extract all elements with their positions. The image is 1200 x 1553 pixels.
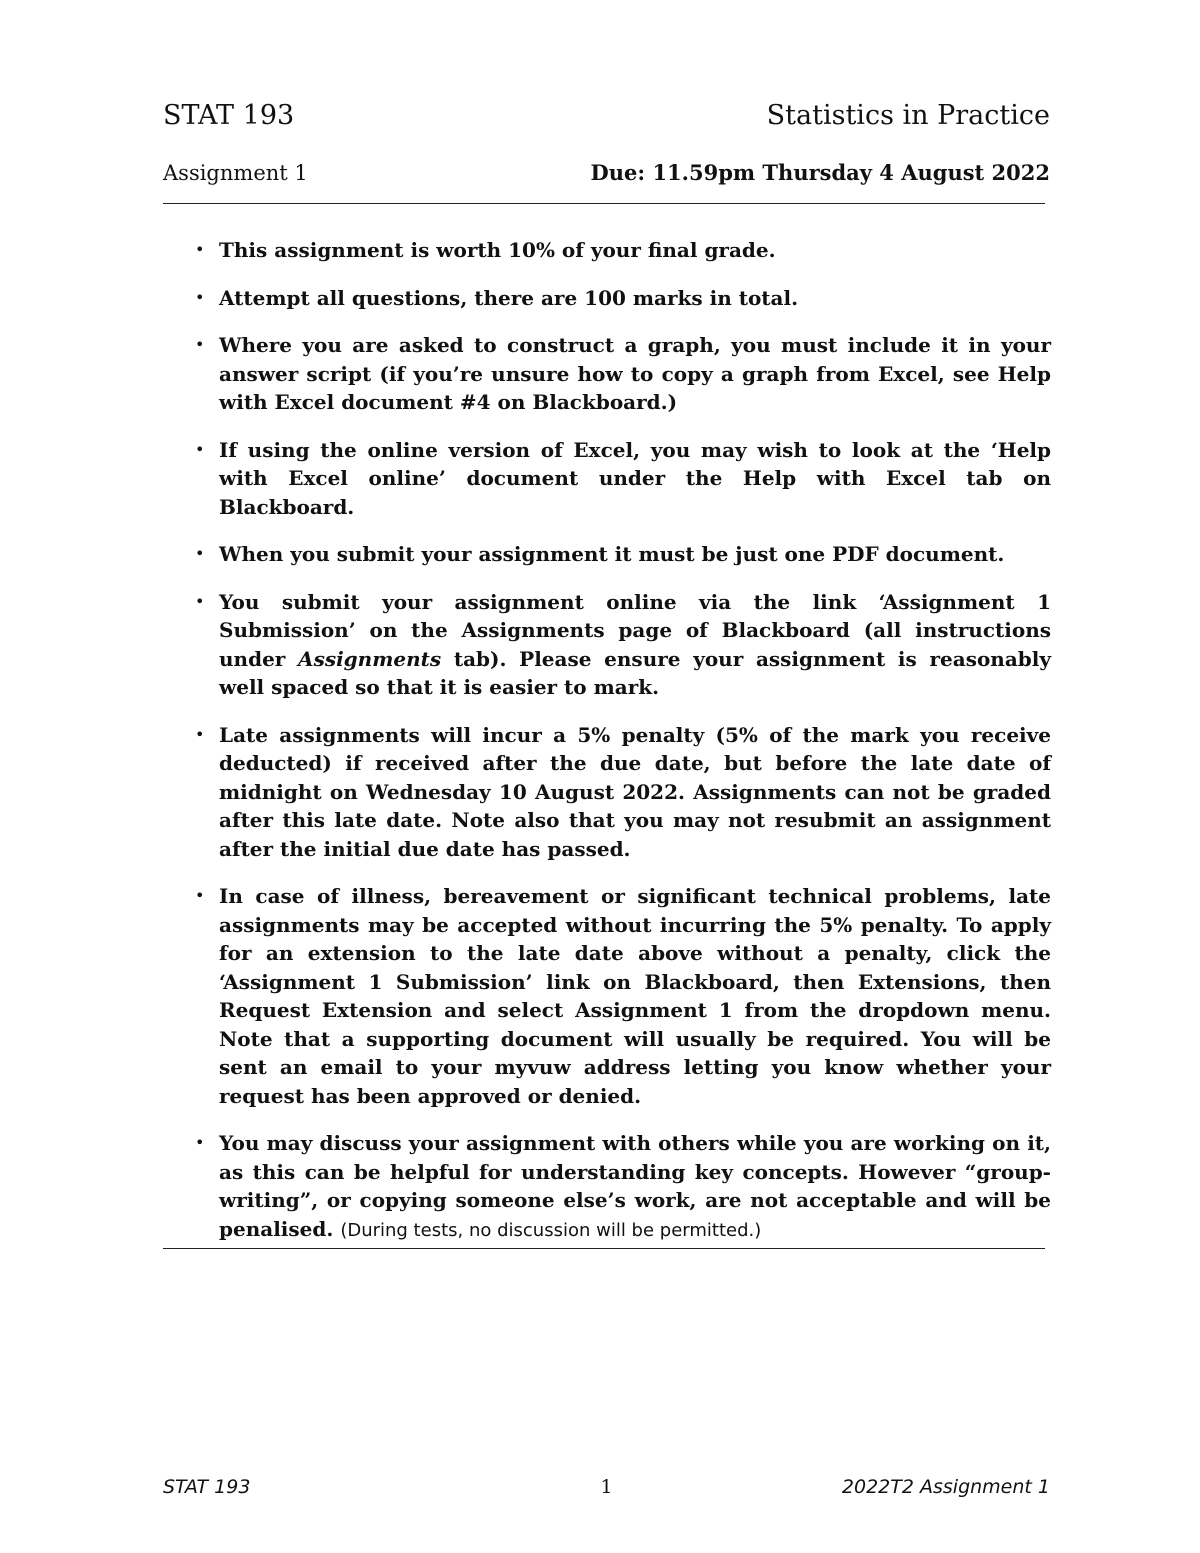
list-item [195, 284, 1051, 313]
title-row [163, 100, 1050, 131]
top-divider [163, 203, 1045, 204]
list-item [195, 1129, 1051, 1245]
page-number: 1 [600, 1476, 613, 1498]
list-item-text: Attempt all questions, there are 100 marks in total. [219, 285, 799, 310]
list-item-text: Where you are asked to construct a graph, you must include it in your answer script (if you’re unsure how to copy a graph from Excel, see Help with Excel document #4 on Blackboard.) [219, 333, 1051, 414]
bullet-icon: • [195, 886, 205, 905]
test-note: (During tests, no discussion will be permitted.) [340, 1219, 762, 1241]
assignment-row [163, 160, 1050, 185]
list-item [195, 588, 1051, 702]
list-item-text: You may discuss your assignment with others while you are working on it, as this can be helpful for understanding key concepts. However “group-writing”, or copying someone else’s work, are not acceptable and will be penalised. [219, 1131, 1051, 1241]
instructions-list [195, 236, 1051, 1264]
bullet-icon: • [195, 287, 205, 307]
course-title: Statistics in Practice [766, 100, 1050, 131]
footer-course-code: STAT 193 [163, 1476, 251, 1498]
page-footer [163, 1476, 1050, 1498]
bullet-icon: • [195, 439, 205, 459]
assignments-emphasis: Assignments [298, 646, 442, 671]
list-item-text: You submit your assignment online via the link ‘Assignment 1 Submission’ on the Assignments page of Blackboard (all instructions under [219, 589, 1051, 671]
bullet-icon: • [195, 1133, 205, 1152]
list-item-text: In case of illness, bereavement or significant technical problems, late assignments may be accepted without incurring the 5% penalty. To apply for an extension to the late date above without a penalty, click the ‘Assignment 1 Submission’ link on Blackboard, then Extensions, then Request Extension and select Assignment 1 from the dropdown menu. Note that a supporting document will usually be required. You will be sent an email to your myvuw address letting you know whether your request has been approved or denied. [219, 884, 1051, 1108]
list-item-text: This assignment is worth 10% of your final grade. [219, 238, 776, 262]
footer-assignment-label: 2022T2 Assignment 1 [841, 1476, 1050, 1498]
list-item [195, 236, 1051, 265]
list-item [195, 331, 1051, 417]
list-item [195, 436, 1051, 522]
bullet-icon: • [195, 724, 205, 744]
list-item-text-continued: tab). Please ensure your assignment is reasonably well spaced so that it is easier to mark. [219, 646, 1052, 699]
list-item [195, 721, 1051, 864]
bottom-divider [163, 1248, 1045, 1249]
bullet-icon: • [195, 544, 205, 563]
course-code: STAT 193 [163, 100, 295, 131]
list-item-text: Late assignments will incur a 5% penalty (5% of the mark you receive deducted) if received after the due date, but before the late date of midnight on Wednesday 10 August 2022. Assignments can not be graded after this late date. Note also that you may not resubmit an assignment after the initial due date has passed. [219, 722, 1051, 861]
bullet-icon: • [195, 335, 205, 354]
list-item [195, 882, 1051, 1110]
assignment-label: Assignment 1 [163, 161, 308, 185]
bullet-icon: • [195, 240, 205, 259]
list-item [195, 540, 1051, 569]
list-item-text: If using the online version of Excel, you may wish to look at the ‘Help with Excel online’ document under the Help with Excel tab on Blackboard. [219, 437, 1051, 519]
bullet-icon: • [195, 591, 205, 611]
due-date: Due: 11.59pm Thursday 4 August 2022 [590, 160, 1050, 185]
list-item-text: When you submit your assignment it must be just one PDF document. [219, 542, 1005, 566]
